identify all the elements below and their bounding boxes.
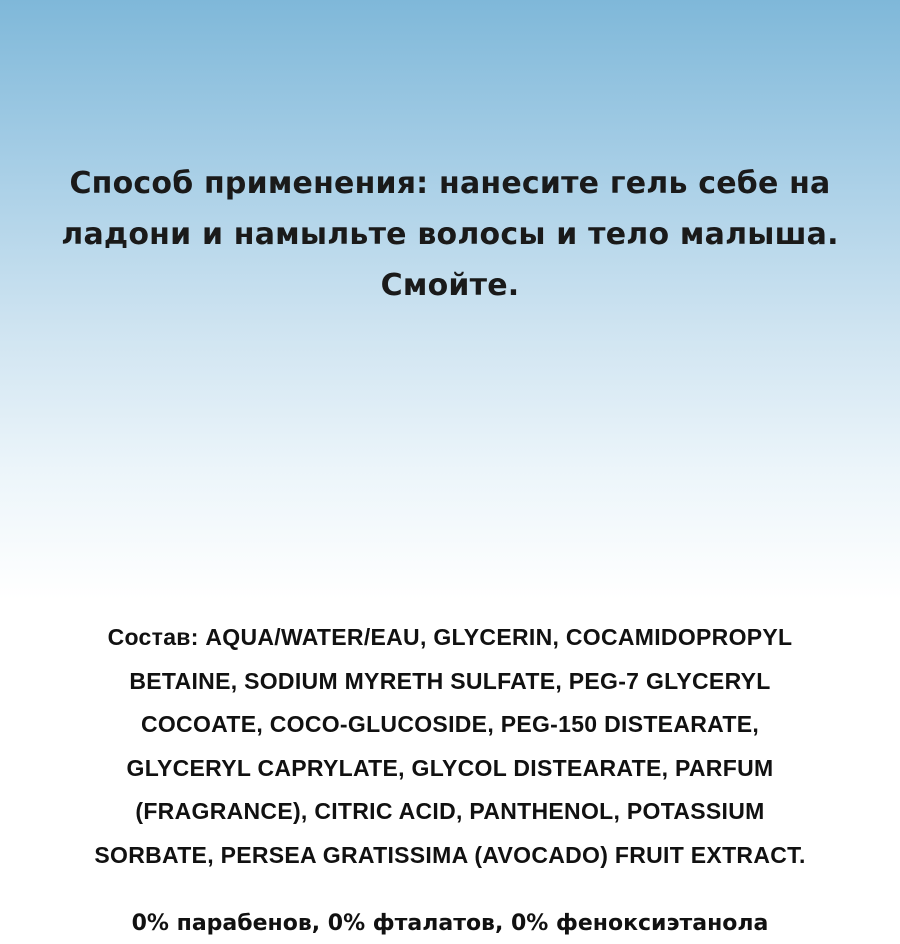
ingredients-line-2: BETAINE, SODIUM MYRETH SULFATE, PEG-7 GLYCERYL: [129, 667, 771, 694]
ingredients-line-4: GLYCERYL CAPRYLATE, GLYCOL DISTEARATE, PARFUM: [126, 754, 774, 781]
usage-line-2: ладони и намыльте волосы и тело малыша.: [61, 217, 839, 252]
ingredients-line-1: Состав: AQUA/WATER/EAU, GLYCERIN, COCAMIDOPROPYL: [107, 624, 793, 650]
ingredients-line-3: COCOATE, COCO-GLUCOSIDE, PEG-150 DISTEARATE,: [140, 711, 760, 737]
usage-line-3: Смойте.: [380, 268, 520, 303]
ingredients-list: [0, 616, 900, 877]
free-from-claims: 0% парабенов, 0% фталатов, 0% феноксиэтанола: [131, 911, 769, 936]
ingredients-line-5: (FRAGRANCE), CITRIC ACID, PANTHENOL, POTASSIUM: [135, 798, 765, 824]
usage-line-1: Способ применения: нанесите гель себе на: [69, 166, 831, 201]
usage-instructions: [0, 158, 900, 311]
ingredients-line-6: SORBATE, PERSEA GRATISSIMA (AVOCADO) FRUIT EXTRACT.: [94, 841, 806, 868]
